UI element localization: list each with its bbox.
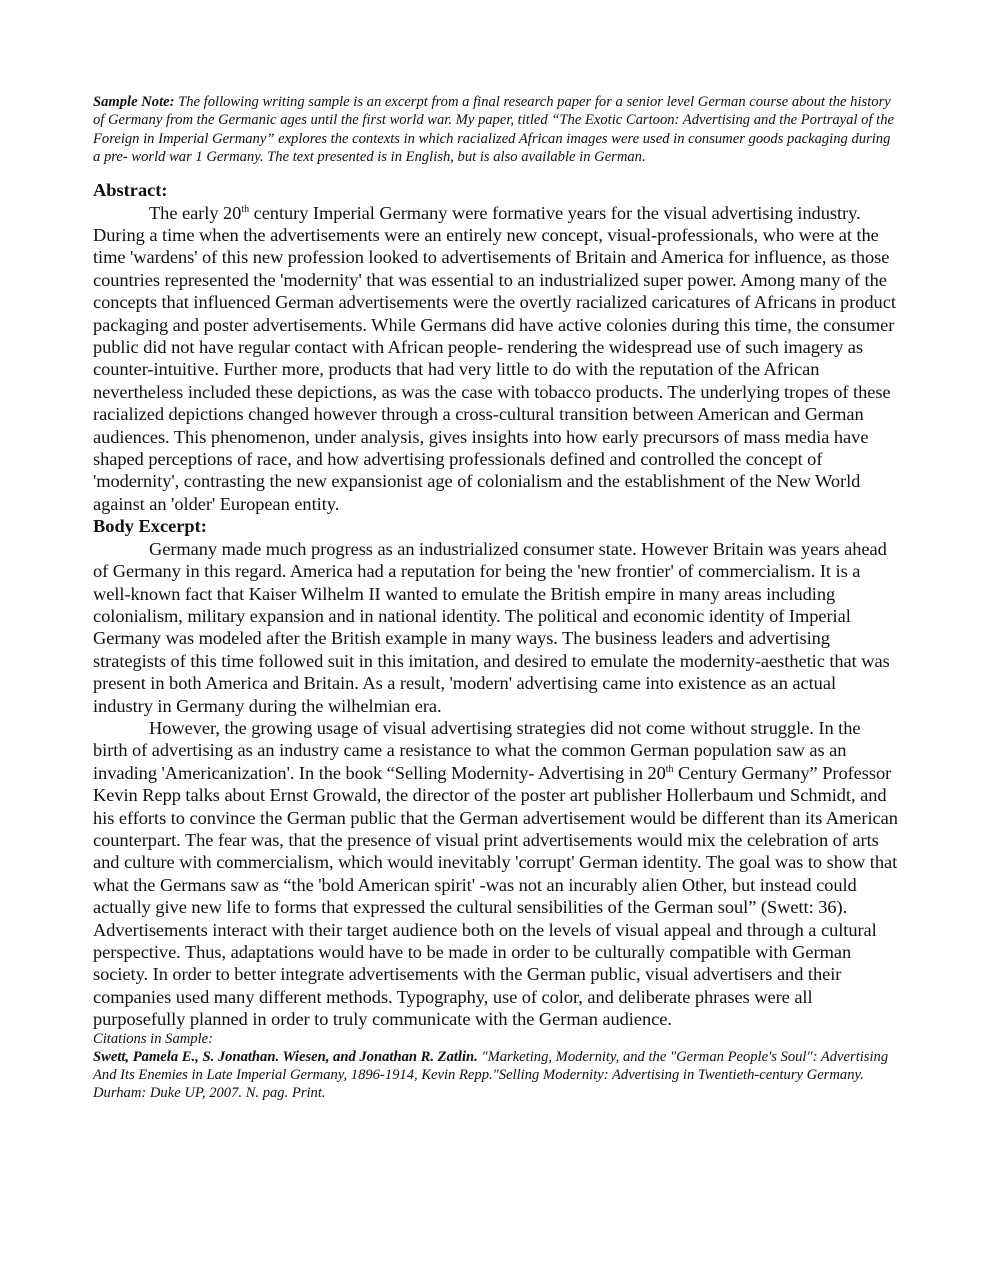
body-paragraph-2	[93, 717, 899, 1031]
abstract-text-start: The early 20	[149, 202, 242, 223]
body-paragraph-1: Germany made much progress as an industrialized consumer state. However Britain was years ahead of Germany in this regard. America had a reputation for being the 'new frontier' of commercialism. It is a well-known fact that Kaiser Wilhelm II wanted to emulate the British empire in many areas including colonialism, military expansion and in national identity. The political and economic identity of Imperial Germany was modeled after the British example in many ways. The business leaders and advertising strategists of this time followed suit in this imitation, and desired to emulate the modernity-aesthetic that was present in both America and Britain. As a result, 'modern' advertising came into existence as an actual industry in Germany during the wilhelmian era.	[93, 538, 890, 716]
citation-authors: Swett, Pamela E., S. Jonathan. Wiesen, and Jonathan R. Zatlin.	[93, 1048, 478, 1065]
citation-text: "Marketing, Modernity, and the "German People's Soul": Advertising And Its Enemies in Late Imperial Germany, 1896-1914, Kevin Repp."Selling Modernity: Advertising in Twentieth-century Germany. Durham: Duke UP, 2007. N. pag. Print.	[93, 1048, 889, 1102]
body-excerpt-heading: Body Excerpt:	[93, 516, 207, 537]
body-paragraph-2-superscript: th	[665, 763, 674, 775]
abstract-paragraph	[93, 202, 899, 516]
body-paragraph-2-rest: Century Germany” Professor Kevin Repp talks about Ernst Growald, the director of the poster art publisher Hollerbaum und Schmidt, and his efforts to convince the German public that the German advertisement would be different than its American counterpart. The fear was, that the presence of visual print advertisements would mix the celebration of arts and culture with commercialism, which would inevitably 'corrupt' German identity. The goal was to show that what the Germans saw as “the 'bold American spirit' -was not an incurably alien Other, but instead could actually give new life to forms that expressed the cultural sensibilities of the German soul” (Swett: 36). Advertisements interact with their target audience both on the levels of visual appeal and through a cultural perspective. Thus, adaptations would have to be made in order to be culturally compatible with German society. In order to better integrate advertisements with the German public, visual advertisers and their companies used many different methods. Typography, use of color, and deliberate phrases were all purposefully planned in order to truly communicate with the German audience.	[93, 762, 898, 1030]
abstract-text-rest: century Imperial Germany were formative years for the visual advertising industry. During a time when the advertisements were an entirely new concept, visual-professionals, who were at the time 'wardens' of this new profession looked to advertisements of Britain and America for influence, as those countries represented the 'modernity' that was essential to an industrialized super power. Among many of the concepts that influenced German advertisements were the overtly racialized caricatures of Africans in product packaging and poster advertisements. While Germans did have active colonies during this time, the consumer public did not have regular contact with African people- rendering the widespread use of such imagery as counter-intuitive. Further more, products that had very little to do with the reputation of the African nevertheless included these depictions, as was the case with tobacco products. The underlying tropes of these racialized depictions changed however through a cross-cultural transition between American and German audiences. This phenomenon, under analysis, gives insights into how early precursors of mass media have shaped perceptions of race, and how advertising professionals defined and controlled the concept of 'modernity', contrasting the new expansionist age of colonialism and the establishment of the New World against an 'older' European entity.	[93, 202, 896, 514]
document-page	[93, 93, 899, 1103]
sample-note-lead: Sample Note:	[93, 94, 175, 110]
abstract-heading: Abstract:	[93, 180, 168, 201]
body-paragraph-2-start: However, the growing usage of visual advertising strategies did not come without struggle. In the birth of advertising as an industry came a resistance to what the common German population saw as an invading 'Americanization'. In the book “Selling Modernity- Advertising in 20	[93, 717, 861, 783]
citation-entry	[93, 1048, 899, 1103]
citations-label: Citations in Sample:	[93, 1030, 213, 1047]
sample-note-text: The following writing sample is an excerpt from a final research paper for a senior level German course about the history of Germany from the Germanic ages until the first world war. My paper, titled “The Exotic Cartoon: Advertising and the Portrayal of the Foreign in Imperial Germany” explores the contexts in which racialized African images were used in consumer goods packaging during a pre- world war 1 Germany. The text presented is in English, but is also available in German.	[93, 94, 894, 165]
sample-note	[93, 93, 899, 166]
abstract-superscript: th	[241, 203, 250, 215]
